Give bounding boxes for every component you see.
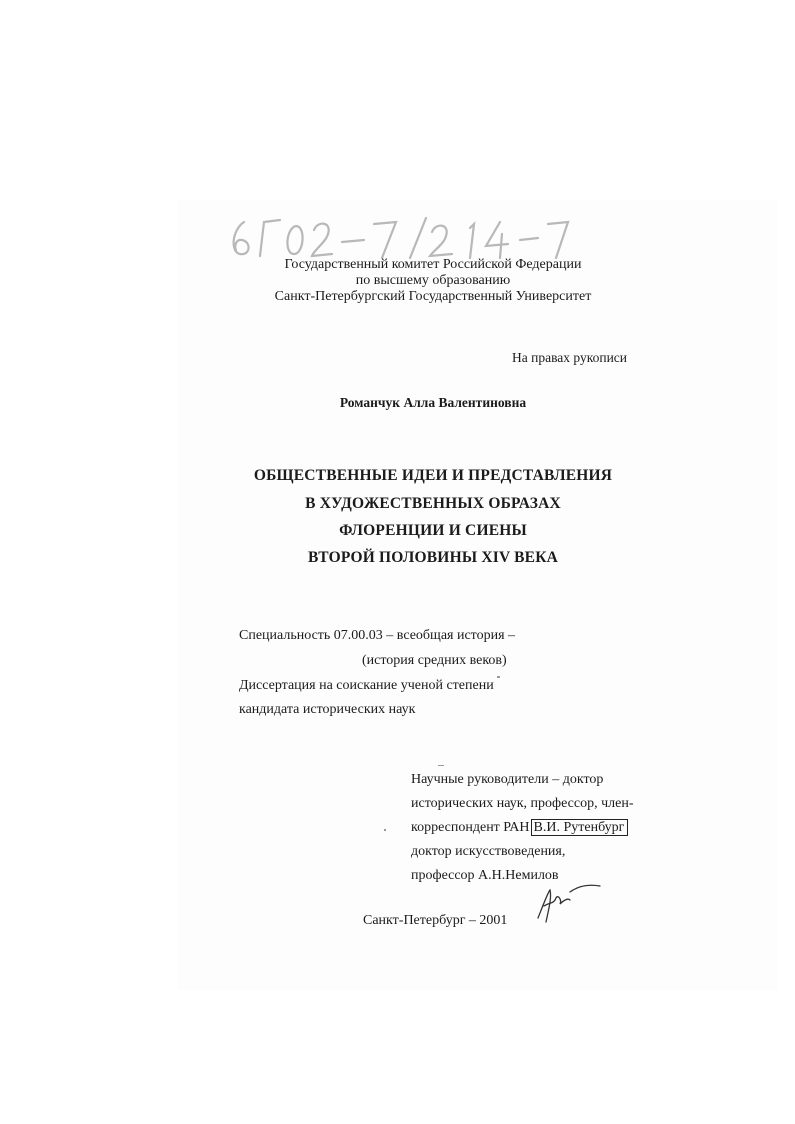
rights-note: На правах рукописи <box>512 350 628 365</box>
specialty-line-1: Специальность 07.00.03 – всеобщая история – <box>239 628 516 643</box>
supervisors-line-1: Научные руководители – доктор <box>411 772 604 787</box>
handwritten-archive-number <box>222 208 582 264</box>
supervisors-line-4: доктор искусствоведения, <box>411 844 566 859</box>
place-and-year: Санкт-Петербург – 2001 <box>363 913 508 928</box>
institution-line-2: по высшему образованию <box>355 273 511 288</box>
specialty-line-2: (история средних веков) <box>362 653 507 668</box>
supervisor-name-boxed: В.И. Рутенбург <box>531 819 629 836</box>
handwritten-signature <box>534 878 604 926</box>
title-line-3: ФЛОРЕНЦИИ И СИЕНЫ <box>339 522 527 539</box>
title-line-1: ОБЩЕСТВЕННЫЕ ИДЕИ И ПРЕДСТАВЛЕНИЯ <box>253 467 613 484</box>
supervisors-line-2: исторических наук, профессор, член- <box>411 796 634 811</box>
scan-speck <box>384 829 386 831</box>
author-name: Романчук Алла Валентиновна <box>339 395 527 410</box>
institution-line-1: Государственный комитет Российской Федерации <box>284 257 582 272</box>
title-line-4: ВТОРОЙ ПОЛОВИНЫ XIV ВЕКА <box>307 549 559 566</box>
title-line-2: В ХУДОЖЕСТВЕННЫХ ОБРАЗАХ <box>305 495 561 512</box>
degree-line-2: кандидата исторических наук <box>239 702 416 717</box>
institution-line-3: Санкт-Петербургский Государственный Университет <box>274 289 592 304</box>
supervisors-line-3-prefix: корреспондент РАН <box>411 820 530 835</box>
scan-speck <box>438 765 444 766</box>
degree-line-1: Диссертация на соискание ученой степени <box>239 678 494 693</box>
scan-speck <box>497 676 500 678</box>
supervisors-line-5: профессор А.Н.Немилов <box>411 868 559 883</box>
supervisors-line-3 <box>411 820 628 836</box>
